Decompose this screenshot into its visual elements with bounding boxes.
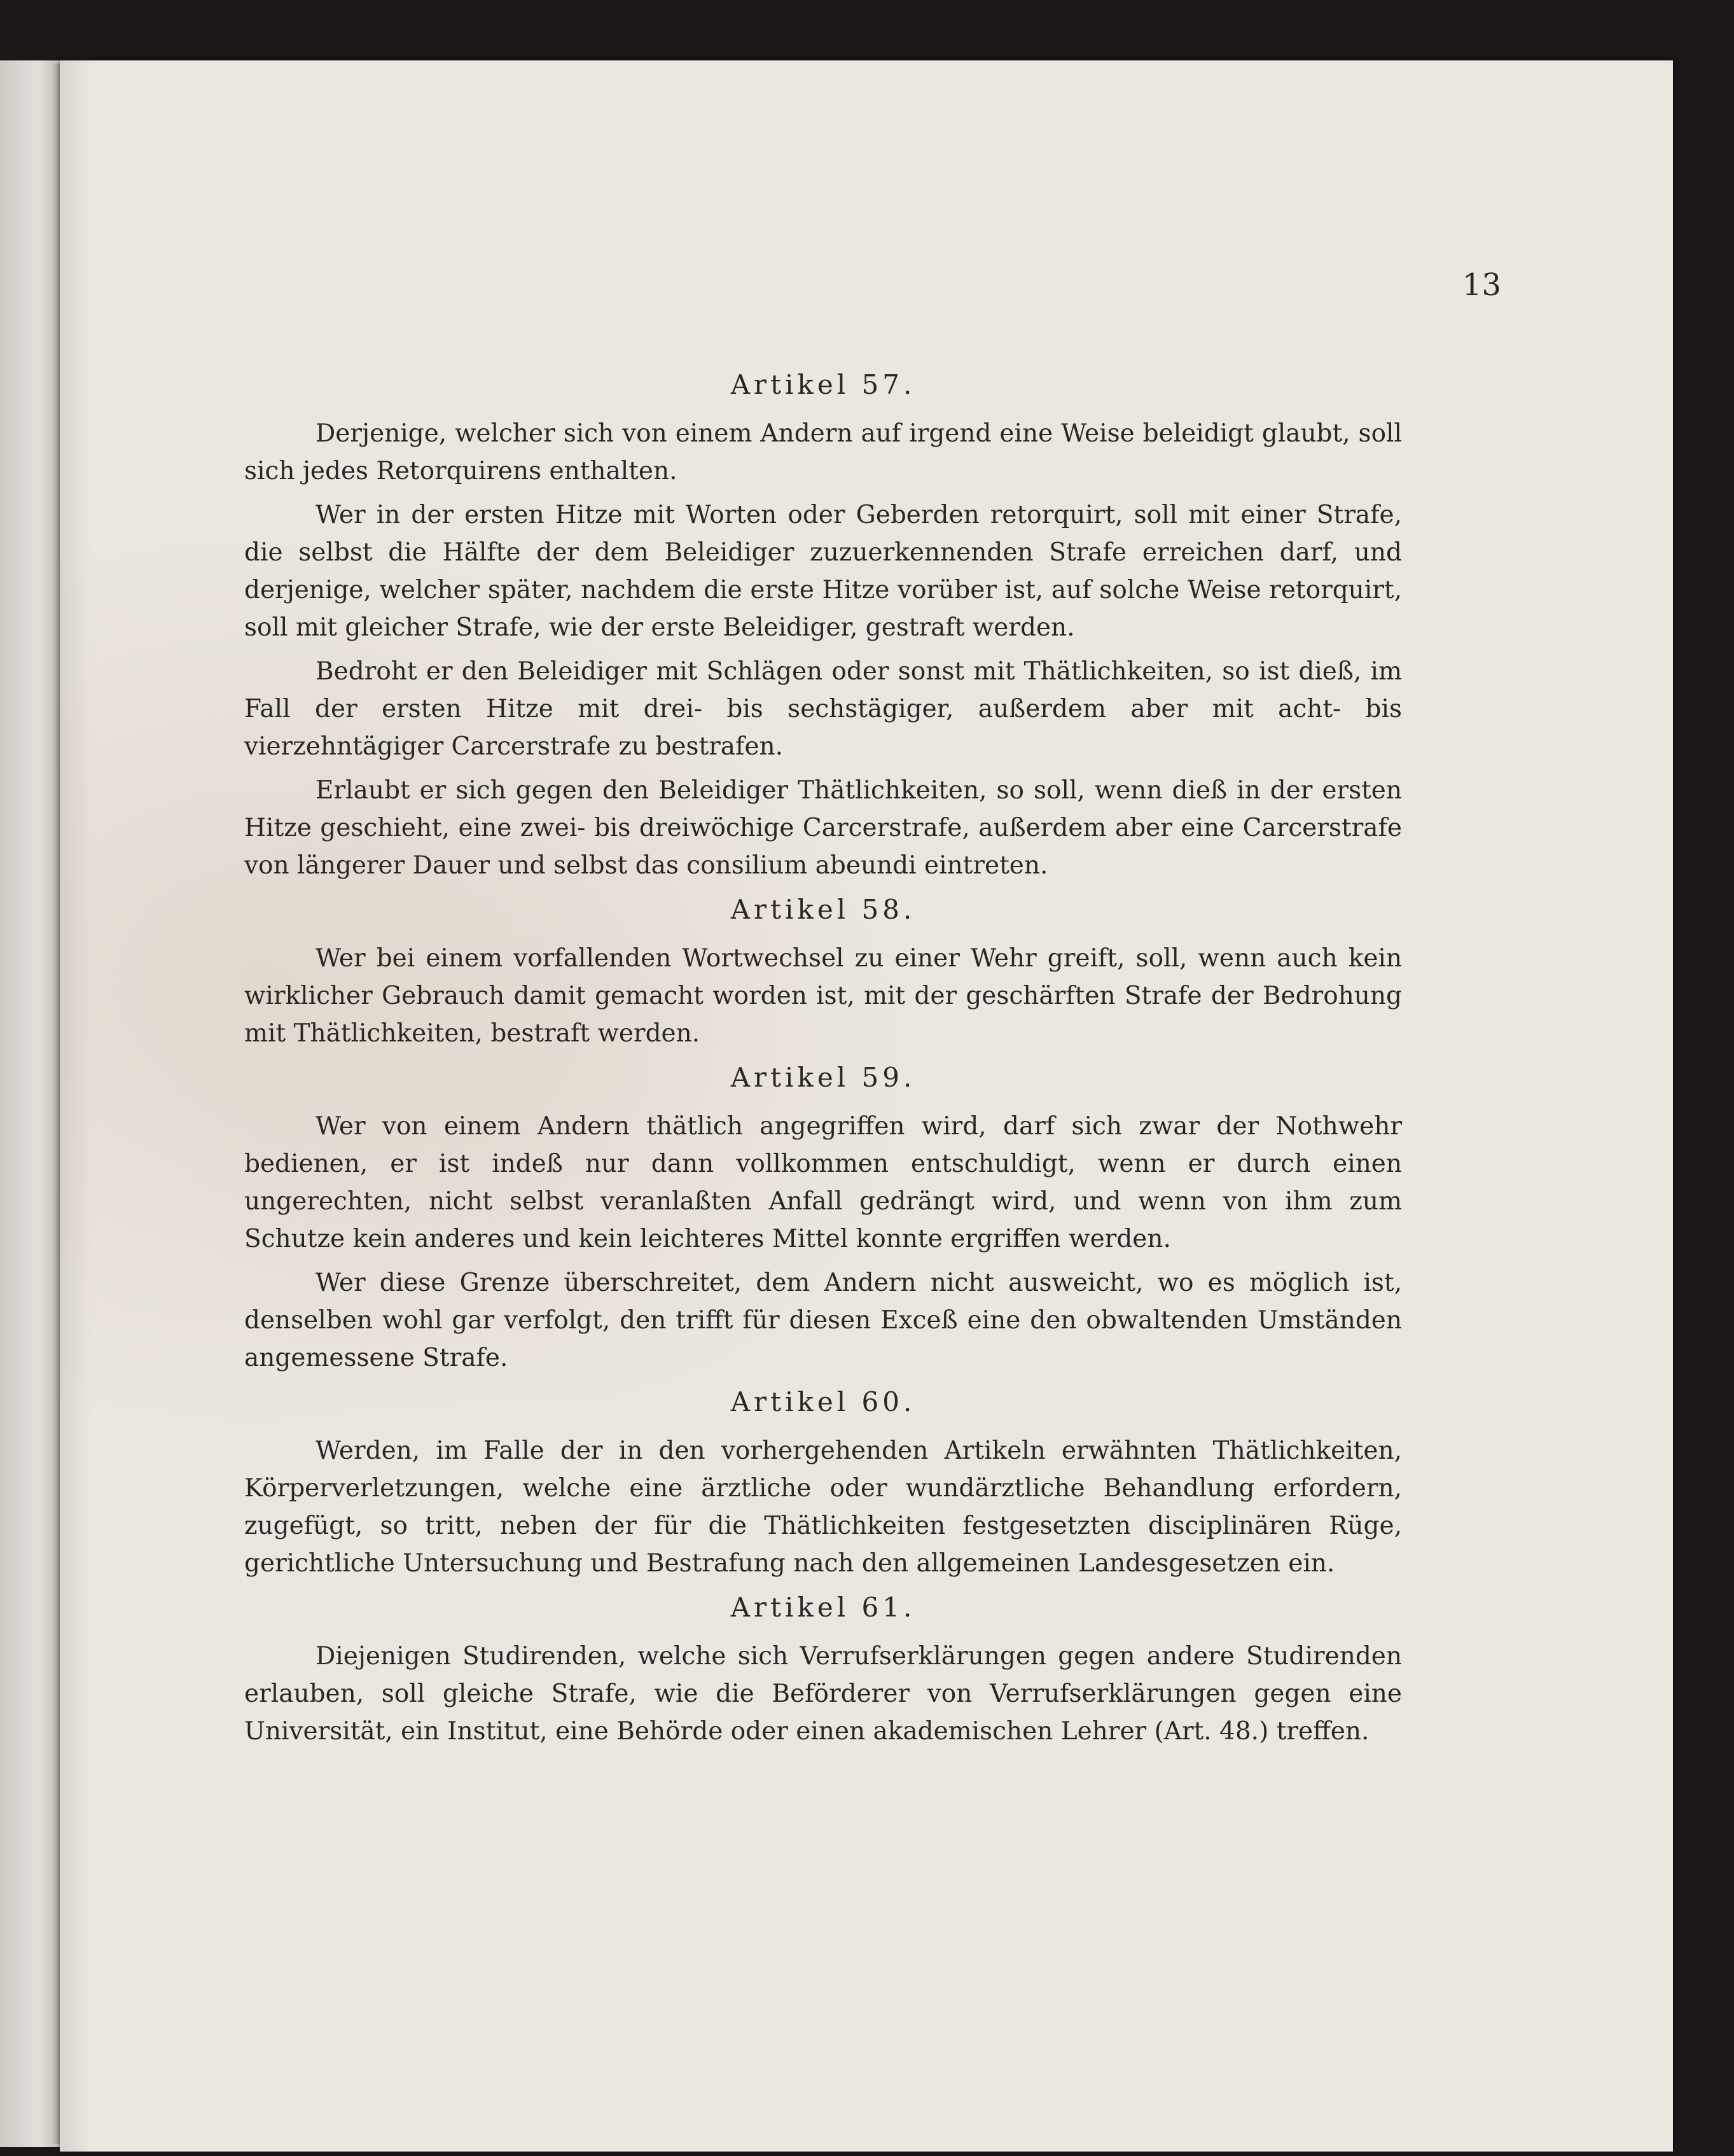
- article-59: [244, 1059, 1402, 1377]
- paragraph: Werden, im Falle der in den vorhergehenden Artikeln erwähnten Thätlichkeiten, Körperverletzungen, welche eine ärztliche oder wundärztliche Behandlung erfordern, zugefügt, so tritt, neben der für die Thätlichkeiten festgesetzten disciplinären Rüge, gerichtliche Untersuchung und Bestrafung nach den allgemeinen Landesgesetzen ein.: [244, 1436, 1402, 1578]
- page-content: [244, 366, 1402, 1756]
- paragraph: Wer bei einem vorfallenden Wortwechsel zu einer Wehr greift, soll, wenn auch kein wirklicher Gebrauch damit gemacht worden ist, mit der geschärften Strafe der Bedrohung mit Thätlichkeiten, bestraft werden.: [244, 944, 1402, 1048]
- paragraph: Wer in der ersten Hitze mit Worten oder Geberden retorquirt, soll mit einer Strafe, die selbst die Hälfte der dem Beleidiger zuzuerkennenden Strafe erreichen darf, und derjenige, welcher später, nachdem die erste Hitze vorüber ist, auf solche Weise retorquirt, soll mit gleicher Strafe, wie der erste Beleidiger, gestraft werden.: [244, 501, 1402, 642]
- article-heading: Artikel 58.: [730, 894, 916, 925]
- page-number: 13: [1462, 267, 1501, 303]
- article-61: [244, 1589, 1402, 1750]
- paragraph: Erlaubt er sich gegen den Beleidiger Thätlichkeiten, so soll, wenn dieß in der ersten Hitze geschieht, eine zwei- bis dreiwöchige Carcerstrafe, außerdem aber eine Carcerstrafe von längerer Dauer und selbst das consilium abeundi eintreten.: [244, 776, 1402, 880]
- article-heading: Artikel 57.: [730, 369, 916, 400]
- paragraph: Derjenige, welcher sich von einem Andern auf irgend eine Weise beleidigt glaubt, soll sich jedes Retorquirens enthalten.: [244, 419, 1402, 485]
- article-57: [244, 366, 1402, 884]
- paragraph: Wer von einem Andern thätlich angegriffen wird, darf sich zwar der Nothwehr bedienen, er ist indeß nur dann vollkommen entschuldigt, wenn er durch einen ungerechten, nicht selbst veranlaßten Anfall gedrängt wird, und wenn von ihm zum Schutze kein anderes und kein leichteres Mittel konnte ergriffen werden.: [244, 1112, 1402, 1253]
- paragraph: Bedroht er den Beleidiger mit Schlägen oder sonst mit Thätlichkeiten, so ist dieß, im Fall der ersten Hitze mit drei- bis sechstägiger, außerdem aber mit acht- bis vierzehntägiger Carcerstrafe zu bestrafen.: [244, 657, 1402, 761]
- document-page: [60, 60, 1673, 2152]
- article-60: [244, 1383, 1402, 1582]
- paragraph: Wer diese Grenze überschreitet, dem Andern nicht ausweicht, wo es möglich ist, denselben wohl gar verfolgt, den trifft für diesen Exceß eine den obwaltenden Umständen angemessene Strafe.: [244, 1269, 1402, 1372]
- article-heading: Artikel 61.: [730, 1592, 916, 1623]
- paragraph: Diejenigen Studirenden, welche sich Verrufserklärungen gegen andere Studirenden erlauben, soll gleiche Strafe, wie die Beförderer von Verrufserklärungen gegen eine Universität, ein Institut, eine Behörde oder einen akademischen Lehrer (Art. 48.) treffen.: [244, 1642, 1402, 1746]
- article-58: [244, 891, 1402, 1052]
- article-heading: Artikel 60.: [730, 1386, 916, 1417]
- article-heading: Artikel 59.: [730, 1062, 916, 1093]
